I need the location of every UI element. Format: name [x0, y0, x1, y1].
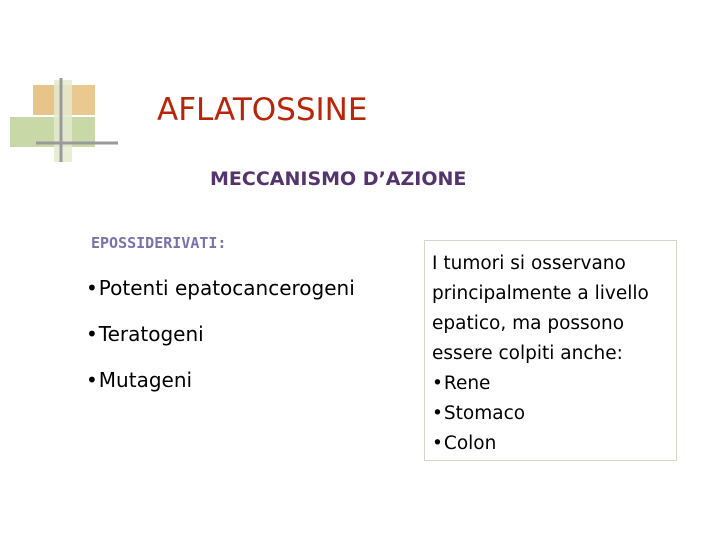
bullet-glyph: • — [432, 403, 443, 424]
box-bullet-list — [432, 369, 676, 459]
left-bullet-list — [86, 274, 355, 412]
bullet-glyph: • — [86, 322, 98, 346]
box-text-line: epatico, ma possono — [432, 313, 625, 334]
deco-light-square — [54, 80, 72, 162]
section-label: EPOSSIDERIVATI: — [91, 234, 227, 252]
list-item-text: Colon — [443, 433, 497, 454]
bullet-glyph: • — [86, 368, 98, 392]
list-item — [86, 320, 355, 366]
list-item-text: Mutageni — [98, 368, 193, 392]
bullet-glyph: • — [432, 433, 443, 454]
box-text-line: I tumori si osservano — [432, 253, 626, 274]
page-subtitle: MECCANISMO D’AZIONE — [210, 168, 467, 190]
box-text-line: principalmente a livello — [432, 283, 649, 304]
box-text-line: essere colpiti anche: — [432, 343, 623, 364]
list-item-text: Potenti epatocancerogeni — [98, 276, 355, 300]
list-item-text: Rene — [443, 373, 491, 394]
decorative-corner-graphic — [0, 0, 130, 170]
info-text-box — [424, 240, 677, 461]
bullet-glyph: • — [432, 373, 443, 394]
list-item — [86, 274, 355, 320]
bullet-glyph: • — [86, 276, 98, 300]
list-item — [432, 429, 676, 459]
page-title: AFLATOSSINE — [157, 92, 368, 128]
list-item — [432, 399, 676, 429]
list-item — [86, 366, 355, 412]
list-item — [432, 369, 676, 399]
list-item-text: Stomaco — [443, 403, 526, 424]
list-item-text: Teratogeni — [98, 322, 204, 346]
